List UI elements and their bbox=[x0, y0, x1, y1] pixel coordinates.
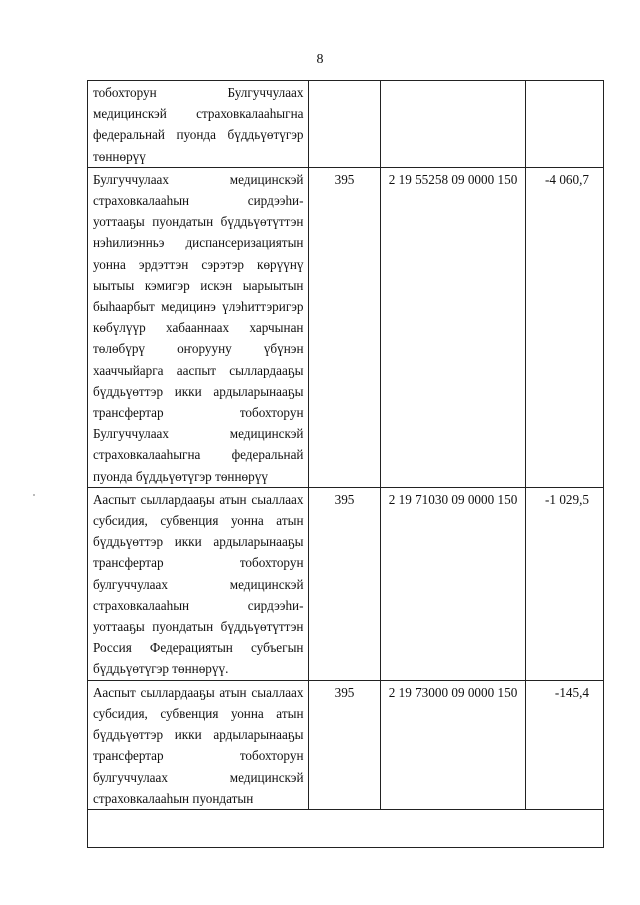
description-cell bbox=[88, 487, 308, 680]
description-line: Россия Федерациятын субъегын bbox=[93, 640, 304, 656]
description-line: трансфертар тобохторун bbox=[93, 555, 304, 571]
description-line: булгуччулаах медицинскэй bbox=[93, 576, 304, 592]
table-row bbox=[88, 487, 603, 680]
description-line: страховкалааһын сирдээһи- bbox=[93, 597, 304, 613]
description-line: көбүлүүр хабааннаах харчынан bbox=[93, 320, 304, 336]
table-row bbox=[88, 680, 603, 809]
description-cell bbox=[88, 81, 308, 167]
description-line: Булгуччулаах медицинскэй bbox=[93, 426, 304, 442]
amount-cell: -4 060,7 bbox=[525, 167, 603, 487]
description-line: страховкалааһыгна федеральнай bbox=[93, 447, 304, 463]
table-row bbox=[88, 81, 603, 167]
description-line: трансфертар тобохторун bbox=[93, 405, 304, 421]
description-line: төлөбүрү оҥорууну үбүнэн bbox=[93, 341, 304, 357]
description-line: ыытыы кэмигэр искэн ыарыытын bbox=[93, 277, 304, 293]
description-line: быһаарбыт медицинэ үлэһиттэригэр bbox=[93, 299, 304, 315]
description-cell bbox=[88, 167, 308, 487]
description-line: булгуччулаах медицинскэй bbox=[93, 769, 304, 785]
description-line: тобохторун Булгуччулаах bbox=[93, 85, 304, 100]
description-line: трансфертар тобохторун bbox=[93, 748, 304, 764]
scan-dot bbox=[33, 494, 35, 496]
description-cell bbox=[88, 680, 308, 809]
kbk-code-cell: 2 19 73000 09 0000 150 bbox=[380, 680, 525, 809]
admin-code-cell: 395 bbox=[308, 680, 380, 809]
page-number: 8 bbox=[316, 52, 324, 67]
description-line: уонна эрдэттэн сэрэтэр көрүүнү bbox=[93, 256, 304, 272]
description-line: бүддьүөттэр икки ардыларынааҕы bbox=[93, 383, 304, 399]
description-line: бүддьүөттэр икки ардыларынааҕы bbox=[93, 534, 304, 550]
admin-code-cell: 395 bbox=[308, 487, 380, 680]
description-line: медицинскэй страховкалааһыгна bbox=[93, 106, 304, 122]
description-line: хааччыйарга ааспыт сыллардааҕы bbox=[93, 362, 304, 378]
kbk-code-cell: 2 19 71030 09 0000 150 bbox=[380, 487, 525, 680]
description-line: бүддьүөттэр икки ардыларынааҕы bbox=[93, 727, 304, 743]
admin-code-cell bbox=[308, 81, 380, 167]
amount-cell: -145,4 bbox=[525, 680, 603, 809]
kbk-code-cell: 2 19 55258 09 0000 150 bbox=[380, 167, 525, 487]
description-line: пуонда бүддьүөтүгэр төннөрүү bbox=[93, 468, 268, 484]
description-line: страховкалааһын пуондатын bbox=[93, 790, 254, 806]
table-row bbox=[88, 167, 603, 487]
description-line: Булгуччулаах медицинскэй bbox=[93, 171, 304, 187]
description-line: Ааспыт сыллардааҕы атын сыаллаах bbox=[93, 684, 304, 700]
description-line: бүддьүөтүгэр төннөрүү. bbox=[93, 661, 229, 677]
description-line: субсидия, субвенция уонна атын bbox=[93, 705, 304, 721]
description-line: страховкалааһын сирдээһи- bbox=[93, 193, 304, 209]
description-line: Ааспыт сыллардааҕы атын сыаллаах bbox=[93, 491, 304, 507]
description-line: нэһилиэнньэ диспансеризациятын bbox=[93, 235, 304, 251]
description-line: төннөрүү bbox=[93, 148, 146, 164]
kbk-code-cell bbox=[380, 81, 525, 167]
budget-table bbox=[88, 81, 603, 810]
description-line: федеральнай пуонда бүддьүөтүгэр bbox=[93, 127, 304, 143]
amount-cell: -1 029,5 bbox=[525, 487, 603, 680]
amount-cell bbox=[525, 81, 603, 167]
admin-code-cell: 395 bbox=[308, 167, 380, 487]
description-line: уоттааҕы пуондатын бүддьүөтүттэн bbox=[93, 214, 304, 230]
budget-table-frame bbox=[87, 80, 604, 848]
description-line: уоттааҕы пуондатын бүддьүөтүттэн bbox=[93, 619, 304, 635]
description-line: субсидия, субвенция уонна атын bbox=[93, 513, 304, 529]
